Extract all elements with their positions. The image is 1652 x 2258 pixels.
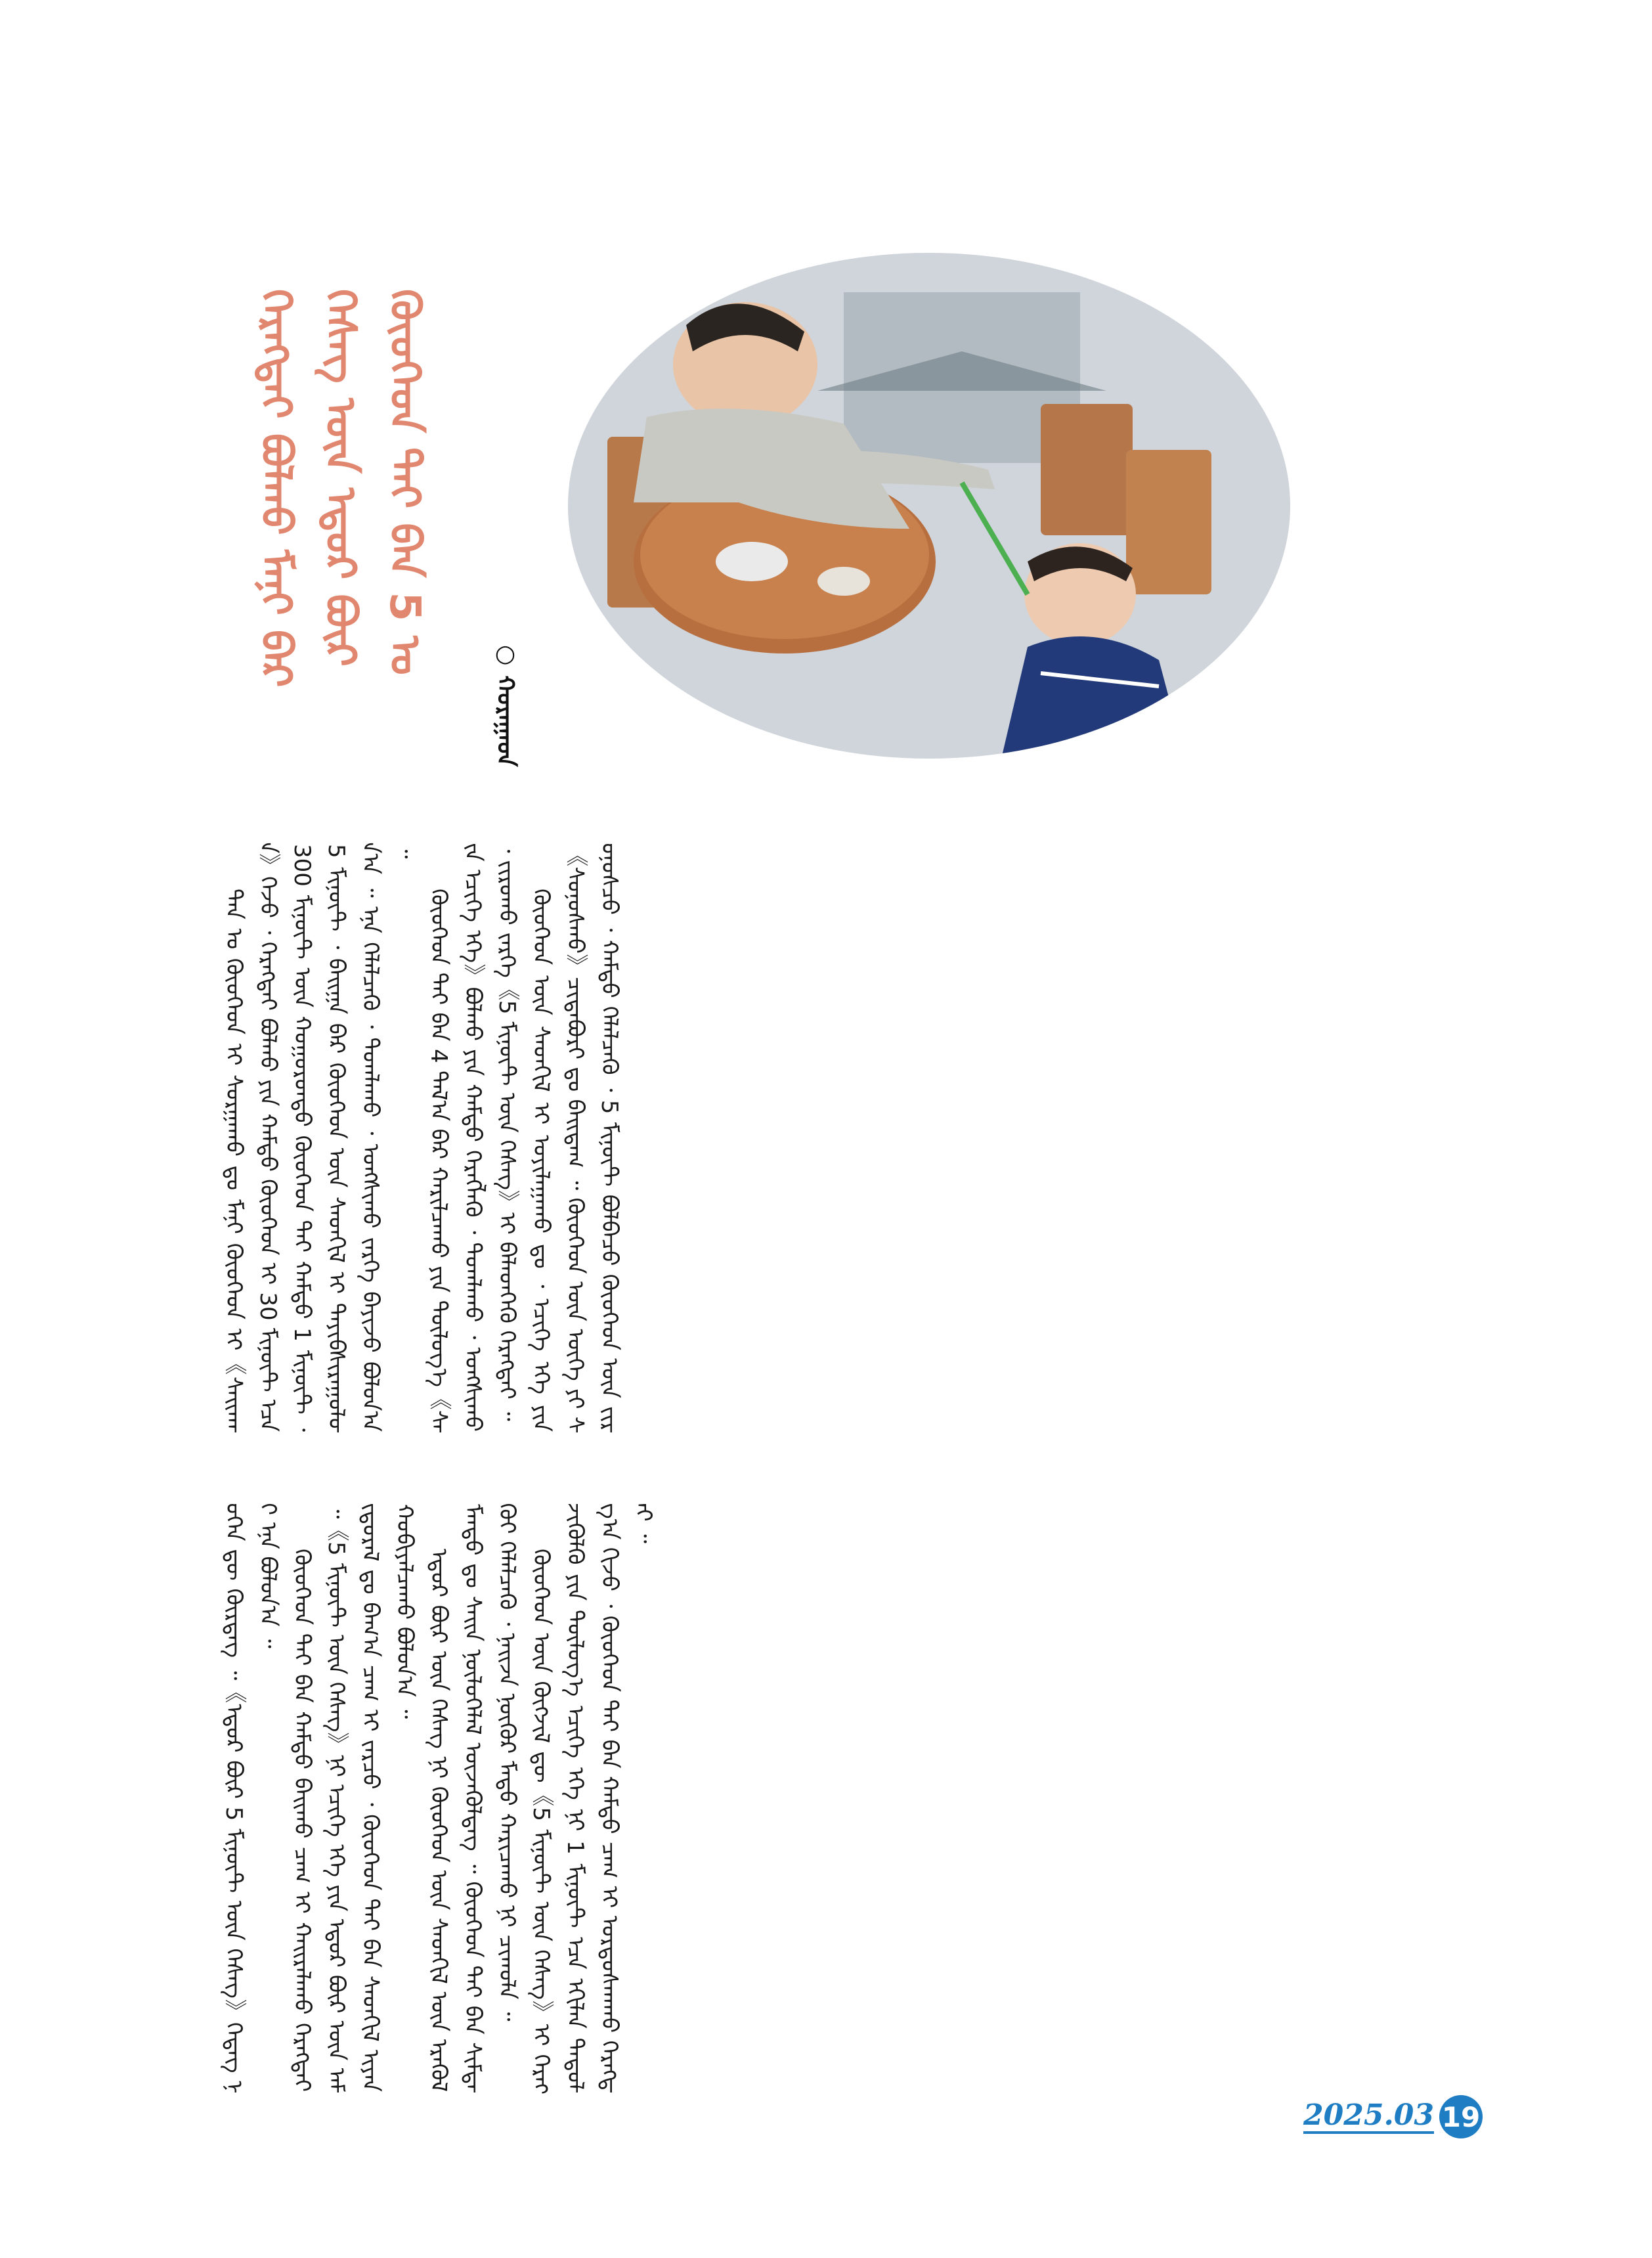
title-line-2: ᠬᠡᠰᠡᠭ ᠦᠨ ᠡᠳᠦᠷ ᠪᠦᠷ <box>316 289 364 667</box>
issue-date: 2025.03 <box>1303 2100 1434 2134</box>
author-byline: ○ ᠬᠤᠷᠠᠭᠠᠳ <box>492 640 519 767</box>
title-line-3: ᠬᠦᠦᠬᠡᠳ ᠲᠠᠢ ᠪᠡᠨ 5 ᠤ <box>380 289 429 675</box>
father-feeding-child-photo-icon <box>568 253 1290 759</box>
body-paragraph: ᠲᠠᠨ ᠤ ᠬᠦᠦᠬᠡᠳ ᠢ ᠰᠤᠷᠭᠠᠬᠤ ᠳᠤ ᠮᠠᠨᠢ ᠬᠦᠦᠬᠡᠳ ᠢ《ᠰᠠᠢᠬᠠᠨ》ᠭᠡᠵᠦ ᠂ ᠬᠡᠷᠡᠭᠲᠡᠢ ᠪᠣᠯᠬᠤ ᠶᠢᠨ ᠬᠠᠮᠲᠤ ᠬᠦᠦᠬᠡᠳ ᠢ 30 ᠮᠢᠨᠦ᠋ᠲ ᠡᠴᠡ 300 ᠮᠢᠨᠦ᠋ᠲ ᠦᠨ ᠬᠤᠭᠤᠷᠤᠨᠳᠤ ᠬᠦᠦᠬᠡᠳ ᠲᠠᠢ ᠬᠠᠮᠲᠤ 1 ᠮᠢᠨᠦ᠋ᠲ ᠂ 5 ᠮᠢᠨᠦ᠋ᠲ ᠂ ᠪᠠᠢᠭᠠ ᠪᠡᠷ ᠬᠦᠦᠬᠡᠳ ᠦᠨ ᠰᠡᠳᠬᠢᠯ ᠢ ᠲᠠᠶᠢᠪᠰᠢᠷᠠᠭᠤᠯᠤᠨ᠎ᠠ ᠃ ᠡᠨᠡ ᠬᠡᠯᠡᠯᠴᠡᠬᠦ ᠂ ᠲᠣᠭᠯᠠᠬᠤ ᠂ ᠤᠩᠰᠢᠬᠤ ᠵᠡᠷᠭᠡ ᠪᠠᠶᠢᠵᠤ ᠪᠣᠯᠣᠨ᠎ᠠ ᠃ <box>221 844 418 1432</box>
article-body <box>217 844 1451 2092</box>
article-photo <box>568 253 1290 759</box>
article-title <box>250 289 427 736</box>
body-paragraph: ᠬᠦᠦᠬᠡᠳ ᠲᠠᠢ ᠪᠡᠨ 4 ᠲᠠᠯ᠎ᠠ ᠪᠡᠷ ᠬᠠᠷᠢᠯᠴᠠᠬᠤ ᠶᠢᠨ ᠲᠥᠯᠥᠭ᠎ᠡ《ᠰᠠᠢᠨ ᠡᠴᠢᠭᠡ ᠡᠬᠡ》ᠪᠣᠯᠬᠤ ᠶᠢᠨ ᠬᠠᠮᠲᠤ ᠬᠡᠷᠡᠭᠯᠡᠬᠦ ᠂ ᠲᠣᠭᠯᠠᠬᠤ ᠂ ᠤᠩᠰᠢᠬᠤ ᠂ ᠵᠢᠷᠤᠬᠤ ᠵᠡᠷᠭᠡ《5 ᠮᠢᠨᠦ᠋ᠲ ᠦᠨ ᠬᠡᠰᠡᠭ》ᠢ ᠪᠡᠯᠡᠳᠬᠡᠬᠦ ᠬᠡᠷᠡᠭᠲᠡᠢ ᠃ <box>425 844 520 1432</box>
body-paragraph: ᠡᠳᠦᠷ ᠪᠦᠷ ᠦᠨ ᠬᠡᠰᠡᠭ ᠨᠢ ᠬᠦᠦᠬᠡᠳ ᠦᠨ ᠰᠡᠳᠬᠢᠯ ᠦᠨ ᠡᠷᠡᠭᠦᠯ ᠮᠡᠨᠳᠦ ᠳᠤ ᠰᠠᠢᠨ ᠨᠥᠯᠥᠭᠡᠯᠡᠯ ᠦᠵᠡᠭᠦᠯᠳᠡᠭ ᠃ ᠬᠦᠦᠬᠡᠳ ᠲᠠᠢ ᠪᠡᠨ ᠰᠢᠮᠲᠡᠭᠦᠢ ᠬᠡᠯᠡᠯᠴᠡᠬᠦ ᠂ ᠨᠠᠢᠵᠠ ᠨᠥᠬᠦᠷ ᠮᠡᠲᠦ ᠬᠠᠷᠢᠴᠠᠬᠤ ᠨᠢ ᠴᠢᠬᠤᠯᠠ ᠃ <box>425 1504 520 2092</box>
page-footer <box>1303 2095 1483 2138</box>
title-line-1: ᠬᠡᠷᠡᠭᠲᠡᠢ ᠪᠣᠯᠬᠤ ᠮᠠᠨᠢ ᠪᠡᠷ <box>251 289 300 688</box>
body-paragraph: ᠬᠦᠦᠬᠡᠳ ᠦᠨ ᠰᠡᠳᠬᠢᠯ ᠢ ᠣᠶᠢᠯᠠᠭᠠᠬᠤ ᠳᠤ ᠂ ᠡᠴᠢᠭᠡ ᠡᠬᠡ ᠶᠢᠨ《ᠰᠣᠨᠣᠰᠬᠤ》ᠴᠢᠳᠠᠪᠤᠷᠢ ᠳᠤ ᠪᠠᠢᠳᠠᠭ ᠃ ᠬᠦᠦᠬᠡᠳ ᠦᠨ ᠦᠭᠡ ᠶᠢ ᠰᠣᠨᠣᠰᠴᠤ ᠂ ᠬᠠᠮᠲᠤ ᠬᠡᠯᠡᠯᠴᠡᠬᠦ ᠂ 5 ᠮᠢᠨᠦ᠋ᠲ ᠪᠣᠯᠪᠠᠴᠤ ᠬᠦᠦᠬᠡᠳ ᠦᠨ ᠵᠢᠷᠦᠬᠡᠨ ᠳᠦ ᠬᠦᠷᠳᠡᠭ ᠃《ᠡᠳᠦᠷ ᠪᠦᠷ 5 ᠮᠢᠨᠦ᠋ᠲ ᠦᠨ ᠬᠡᠰᠡᠭ》ᠭᠡᠳᠡᠭ ᠨᠢ ᠡᠨᠡ ᠪᠣᠯᠣᠨ᠎ᠠ ᠃ <box>221 844 622 2092</box>
page-number: 19 <box>1439 2095 1483 2138</box>
body-paragraph: ᠬᠦᠦᠬᠡᠳ ᠲᠠᠢ ᠪᠡᠨ ᠬᠠᠮᠲᠤ ᠪᠠᠢᠬᠤ ᠴᠠᠭ ᠢ ᠬᠠᠢᠷᠠᠯᠠᠬᠤ ᠬᠡᠷᠡᠭᠲᠡᠢ ᠃《5 ᠮᠢᠨᠦ᠋ᠲ ᠦᠨ ᠬᠡᠰᠡᠭ》ᠨᠢ ᠡᠴᠢᠭᠡ ᠡᠬᠡ ᠶᠢᠨ ᠡᠳᠦᠷ ᠪᠦᠷ ᠦᠨ ᠠᠮᠢᠳᠤᠷᠠᠯ ᠳᠤ ᠪᠠᠭ᠎ᠠ ᠴᠠᠭ ᠢ ᠵᠠᠷᠴᠤ ᠂ ᠬᠦᠦᠬᠡᠳ ᠲᠠᠢ ᠪᠡᠨ ᠰᠡᠳᠬᠢᠯ ᠢᠶᠡᠨ ᠬᠤᠪᠢᠶᠠᠯᠴᠠᠬᠤ ᠪᠣᠯᠣᠨ᠎ᠠ ᠃ <box>289 1504 418 2092</box>
body-paragraph: ᠬᠦᠦᠬᠡᠳ ᠦᠨ ᠬᠥᠭᠵᠢᠯ ᠳᠦ《5 ᠮᠢᠨᠦ᠋ᠲ ᠦᠨ ᠬᠡᠰᠡᠭ》ᠢ ᠬᠡᠷᠡᠭᠵᠢᠭᠦᠯᠬᠦ ᠶᠢᠨ ᠲᠥᠯᠥᠭ᠎ᠡ ᠡᠴᠢᠭᠡ ᠡᠬᠡ ᠨᠢ 1 ᠮᠢᠨᠦ᠋ᠲ ᠡᠴᠡ ᠡᠬᠢᠯᠡᠨ ᠳᠠᠳᠤᠯᠭ᠎ᠠ ᠬᠢᠵᠦ ᠂ ᠬᠦᠦᠬᠡᠳ ᠲᠠᠢ ᠪᠡᠨ ᠬᠠᠮᠲᠤ ᠴᠠᠭ ᠢ ᠤᠷᠲᠤᠰᠬᠠᠬᠤ ᠬᠡᠷᠡᠭᠲᠡᠢ ᠃ <box>528 1504 657 2092</box>
